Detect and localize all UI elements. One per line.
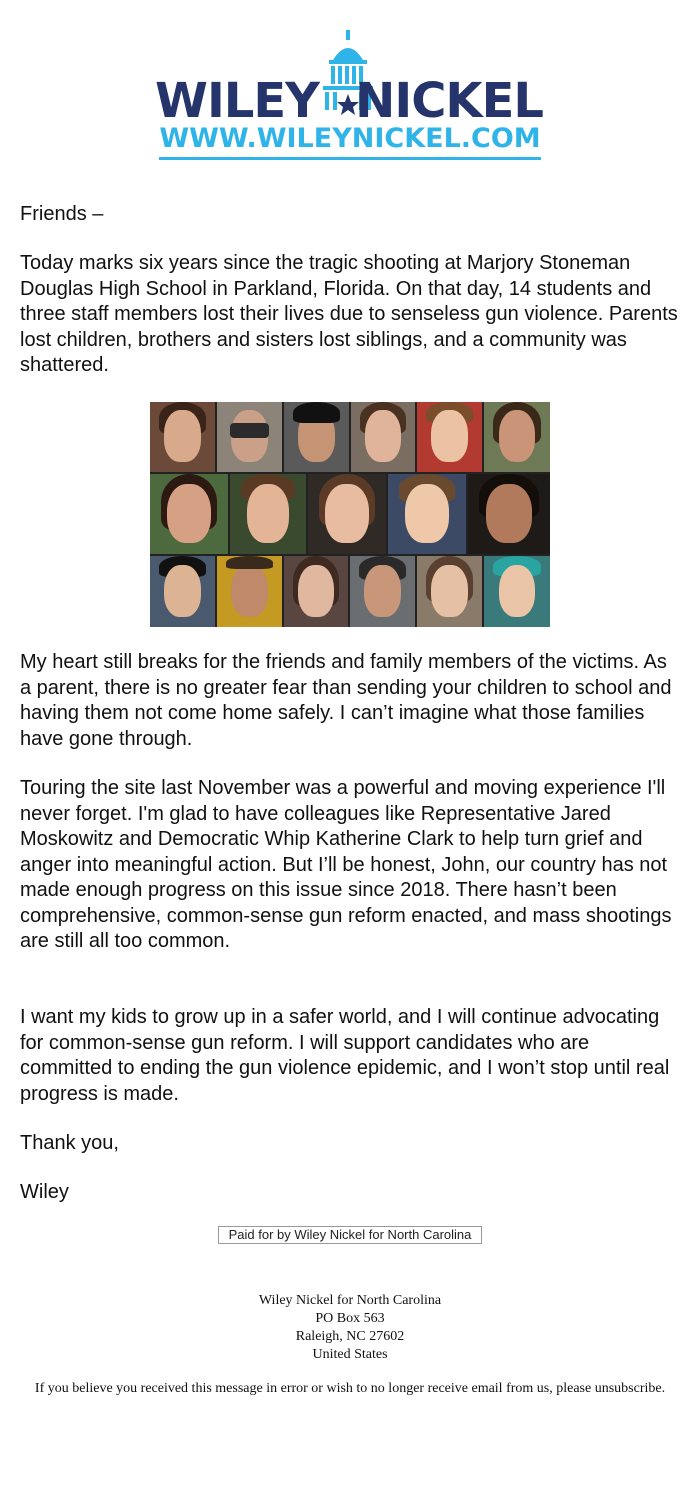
portrait-photo xyxy=(417,402,482,472)
portrait-photo xyxy=(284,556,348,627)
portrait-photo xyxy=(417,556,482,627)
portrait-photo xyxy=(217,402,282,472)
portrait-photo xyxy=(230,474,306,554)
victims-photo-collage xyxy=(150,402,550,627)
portrait-photo xyxy=(284,402,349,472)
portrait-photo xyxy=(468,474,550,554)
logo-url[interactable]: WWW.WILEYNICKEL.COM xyxy=(159,123,541,154)
campaign-logo[interactable] xyxy=(155,30,545,165)
logo-underline xyxy=(159,157,541,160)
mailing-address xyxy=(0,1292,700,1364)
closing: Thank you, xyxy=(20,1132,119,1154)
paragraph-2: My heart still breaks for the friends and family members of the victims. As a parent, there is no greater fear than sending your children to school and having them not come home safely. I can’t imagine what those families have gone through. xyxy=(20,651,672,750)
paid-for-disclaimer: Paid for by Wiley Nickel for North Carolina xyxy=(218,1226,482,1244)
greeting: Friends – xyxy=(20,203,104,225)
address-line: Raleigh, NC 27602 xyxy=(295,1329,405,1344)
portrait-photo xyxy=(150,402,215,472)
paragraph-3: Touring the site last November was a powerful and moving experience I'll never forget. I'm glad to have colleagues like Representative Jared Moskowitz and Democratic Whip Katherine Clark to help turn grief and anger into meaningful action. But I’ll be honest, John, our country has not made enough progress on this issue since 2018. There hasn’t been comprehensive, common-sense gun reform enacted, and mass shootings are still all too common. xyxy=(20,777,672,952)
portrait-photo xyxy=(388,474,466,554)
paragraph-4: I want my kids to grow up in a safer world, and I will continue advocating for common-sense gun reform. I will support candidates who are committed to ending the gun violence epidemic, and I won’t stop until real progress is made. xyxy=(20,1006,670,1105)
portrait-photo xyxy=(484,402,550,472)
portrait-photo xyxy=(150,556,215,627)
logo-name-left: WILEY xyxy=(155,73,319,129)
logo-name-right: NICKEL xyxy=(355,73,543,129)
unsubscribe-notice[interactable]: If you believe you received this message in error or wish to no longer receive email from us, please unsubscribe. xyxy=(34,1381,666,1396)
portrait-photo xyxy=(308,474,386,554)
address-line: United States xyxy=(312,1347,388,1362)
paragraph-1: Today marks six years since the tragic shooting at Marjory Stoneman Douglas High School in Parkland, Florida. On that day, 14 students and three staff members lost their lives due to senseless gun violence. Parents lost children, brothers and sisters lost siblings, and a community was shattered. xyxy=(20,252,678,376)
portrait-photo xyxy=(150,474,228,554)
signature: Wiley xyxy=(20,1181,69,1203)
portrait-photo xyxy=(484,556,550,627)
portrait-photo xyxy=(350,556,415,627)
portrait-photo xyxy=(351,402,415,472)
address-line: PO Box 563 xyxy=(315,1311,385,1326)
portrait-photo xyxy=(217,556,282,627)
address-line: Wiley Nickel for North Carolina xyxy=(258,1293,442,1308)
